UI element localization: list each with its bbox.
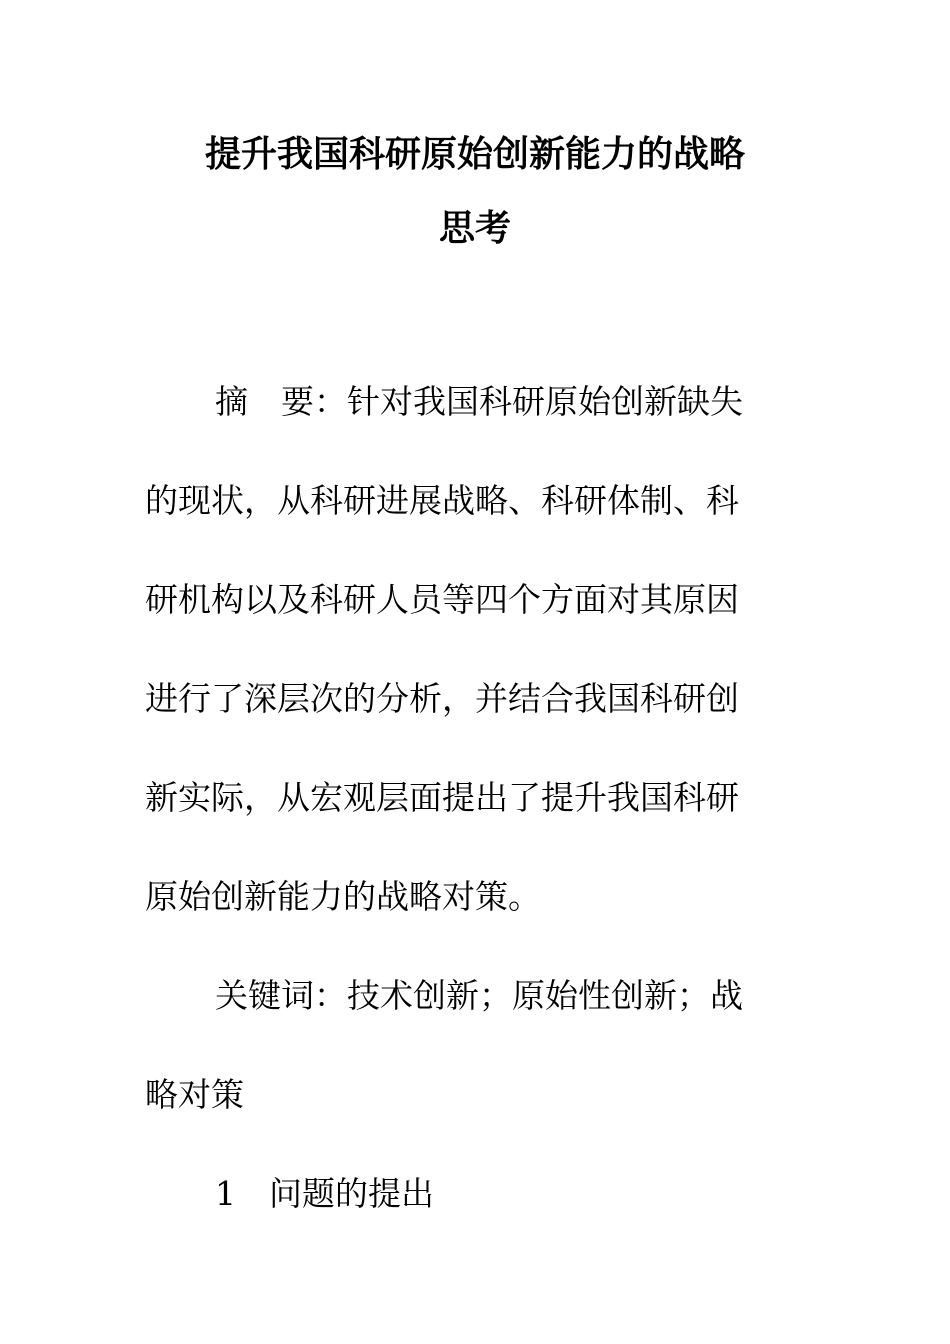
abstract-line-3: 研机构以及科研人员等四个方面对其原因 [145, 580, 739, 619]
abstract-line-6: 原始创新能力的战略对策。 [145, 877, 541, 916]
abstract-line-1: 摘 要：针对我国科研原始创新缺失 [215, 382, 743, 421]
abstract-line-2: 的现状，从科研进展战略、科研体制、科 [145, 481, 739, 520]
abstract-line-4: 进行了深层次的分析，并结合我国科研创 [145, 679, 739, 718]
keywords-line-2: 略对策 [145, 1075, 244, 1114]
keywords-line-1: 关键词：技术创新；原始性创新；战 [215, 976, 743, 1015]
abstract-line-5: 新实际，从宏观层面提出了提升我国科研 [145, 778, 739, 817]
document-title-line-2: 思考 [438, 207, 511, 249]
section-heading-1: 1 问题的提出 [215, 1174, 434, 1213]
document-title-line-1: 提升我国科研原始创新能力的战略 [204, 133, 745, 175]
